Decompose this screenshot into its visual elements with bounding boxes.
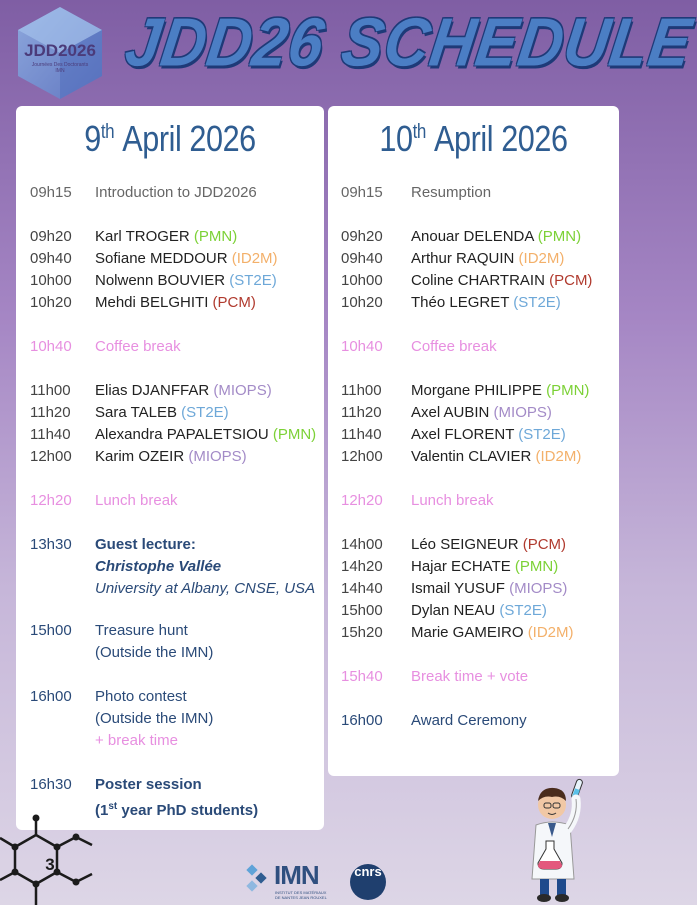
- speaker-name: Sofiane MEDDOUR: [95, 250, 228, 267]
- row-time: 10h40: [30, 338, 72, 355]
- row-speaker: [95, 270, 277, 292]
- speaker-name: Dylan NEAU: [411, 602, 496, 619]
- row-time: 15h00: [30, 622, 72, 639]
- team-badge: (PCM): [522, 536, 567, 553]
- team-badge: (ST2E): [513, 294, 561, 311]
- day1-panel: [16, 106, 324, 830]
- row-speaker: [411, 578, 567, 600]
- row-subtext: [95, 796, 258, 822]
- row-time: 11h00: [341, 382, 382, 399]
- row-time: 15h20: [341, 624, 383, 641]
- speaker-name: Arthur RAQUIN: [411, 250, 515, 267]
- jdd-logo: [16, 5, 104, 101]
- cnrs-logo: cnrs: [350, 864, 386, 900]
- row-text: Coffee break: [411, 338, 497, 355]
- team-badge: (ST2E): [499, 602, 547, 619]
- imn-sub-line2: DE NANTES JEAN ROUXEL: [275, 895, 327, 900]
- speaker-name: Morgane PHILIPPE: [411, 382, 542, 399]
- day1-title: [39, 118, 301, 160]
- row-time: 14h00: [341, 536, 383, 553]
- row-time: 11h40: [341, 426, 382, 443]
- day2-panel: [328, 106, 619, 776]
- day2-title: [350, 118, 597, 160]
- guest-lecturer-name: Christophe Vallée: [95, 558, 222, 575]
- scientist-illustration-icon: [518, 775, 618, 903]
- speaker-name: Axel FLORENT: [411, 426, 515, 443]
- row-time: 11h20: [341, 404, 382, 421]
- team-badge: (PMN): [514, 558, 559, 575]
- team-badge: (ID2M): [518, 250, 565, 267]
- row-speaker: [411, 600, 547, 622]
- row-time: 12h20: [341, 492, 383, 509]
- row-time: 10h40: [341, 338, 383, 355]
- footer-logos: [246, 860, 396, 904]
- poster-sub-sup: st: [108, 801, 118, 812]
- row-speaker: [411, 534, 566, 556]
- row-time: 12h20: [30, 492, 72, 509]
- row-subtext: (Outside the IMN): [95, 644, 214, 661]
- row-time: 11h20: [30, 404, 71, 421]
- team-badge: (MIOPS): [213, 382, 272, 399]
- row-time: 16h00: [341, 712, 383, 729]
- row-speaker: [411, 292, 561, 314]
- team-badge: (PMN): [272, 426, 317, 443]
- team-badge: (MIOPS): [188, 448, 247, 465]
- row-time: 14h20: [341, 558, 383, 575]
- speaker-name: Anouar DELENDA: [411, 228, 534, 245]
- row-text: Break time + vote: [411, 668, 529, 685]
- speaker-name: Léo SEIGNEUR: [411, 536, 519, 553]
- day2-title-num: 10: [379, 118, 413, 159]
- row-time: 10h00: [30, 272, 72, 289]
- row-text: Guest lecture:: [95, 536, 196, 553]
- row-speaker: [411, 270, 592, 292]
- row-speaker: [411, 446, 581, 468]
- speaker-name: Hajar ECHATE: [411, 558, 511, 575]
- row-speaker: [95, 248, 278, 270]
- row-time: 12h00: [30, 448, 72, 465]
- row-time: 11h00: [30, 382, 71, 399]
- imn-logo-subtext: [275, 890, 327, 900]
- speaker-name: Coline CHARTRAIN: [411, 272, 545, 289]
- row-time: 09h40: [30, 250, 72, 267]
- molecule-icon: [0, 810, 105, 905]
- speaker-name: Marie GAMEIRO: [411, 624, 524, 641]
- speaker-name: Karim OZEIR: [95, 448, 189, 465]
- row-time: 09h20: [341, 228, 383, 245]
- row-time: 09h15: [341, 184, 383, 201]
- row-speaker: [95, 402, 229, 424]
- row-time: 12h00: [341, 448, 383, 465]
- speaker-name: Axel AUBIN: [411, 404, 490, 421]
- row-text: Lunch break: [411, 492, 494, 509]
- team-badge: (ID2M): [231, 250, 278, 267]
- speaker-name: Nolwenn BOUVIER: [95, 272, 230, 289]
- speaker-name: Karl TROGER: [95, 228, 190, 245]
- row-text: Resumption: [411, 184, 492, 201]
- row-time: 15h40: [341, 668, 383, 685]
- row-time: 16h30: [30, 776, 72, 793]
- team-badge: (PMN): [546, 382, 590, 399]
- team-badge: (ID2M): [535, 448, 582, 465]
- row-time: 09h20: [30, 228, 72, 245]
- row-speaker: [411, 226, 581, 248]
- row-time: 09h15: [30, 184, 72, 201]
- badge-number: 3: [45, 855, 55, 874]
- day1-title-num: 9: [84, 118, 101, 159]
- speaker-name: Sara TALEB: [95, 404, 177, 421]
- logo-text: JDD2026: [24, 41, 96, 60]
- day2-title-sup: th: [412, 121, 426, 143]
- speaker-name: Théo LEGRET: [411, 294, 510, 311]
- speaker-name: Valentin CLAVIER: [411, 448, 532, 465]
- row-speaker: [95, 226, 237, 248]
- logo-subtext: Journées Des Doctorants IMN: [31, 62, 89, 74]
- speaker-name: Ismail YUSUF: [411, 580, 505, 597]
- row-text: Lunch break: [95, 492, 178, 509]
- day1-title-sup: th: [100, 121, 115, 143]
- row-subtext: (Outside the IMN): [95, 710, 214, 727]
- row-text: Photo contest: [95, 688, 187, 705]
- team-badge: (ST2E): [518, 426, 566, 443]
- guest-affiliation-text: University at Albany, CNSE, USA: [95, 580, 316, 597]
- row-speaker: [411, 622, 574, 644]
- row-time: 10h20: [30, 294, 72, 311]
- row-speaker: [95, 424, 316, 446]
- row-time: 16h00: [30, 688, 72, 705]
- team-badge: (ID2M): [527, 624, 574, 641]
- row-speaker: [411, 248, 564, 270]
- row-text: Poster session: [95, 776, 202, 793]
- row-text: Award Ceremony: [411, 712, 527, 729]
- day1-title-rest: April 2026: [122, 118, 256, 159]
- row-time: 10h00: [341, 272, 383, 289]
- row-speaker: [411, 556, 558, 578]
- row-time: 14h40: [341, 580, 383, 597]
- row-time: 09h40: [341, 250, 383, 267]
- team-badge: (PCM): [212, 294, 256, 311]
- speaker-name: Mehdi BELGHITI: [95, 294, 209, 311]
- poster-sub-a: (1: [95, 802, 109, 819]
- imn-logo-text: IMN: [274, 860, 319, 890]
- row-speaker: [95, 446, 247, 468]
- team-badge: (ST2E): [229, 272, 277, 289]
- row-time: 13h30: [30, 536, 72, 553]
- team-badge: (PMN): [193, 228, 238, 245]
- speaker-name: Alexandra PAPALETSIOU: [95, 426, 269, 443]
- team-badge: (PMN): [537, 228, 582, 245]
- row-speaker: [411, 402, 552, 424]
- poster-sub-b: year PhD students): [117, 802, 259, 819]
- team-badge: (ST2E): [181, 404, 229, 421]
- row-text: Treasure hunt: [95, 622, 188, 639]
- day2-title-rest: April 2026: [434, 118, 568, 159]
- team-badge: (MIOPS): [493, 404, 552, 421]
- row-time: 11h40: [30, 426, 71, 443]
- row-speaker: [95, 292, 256, 314]
- row-speaker: [411, 380, 589, 402]
- imn-sub-line1: INSTITUT DES MATÉRIAUX: [275, 890, 327, 895]
- row-speaker: [95, 380, 272, 402]
- team-badge: (PCM): [549, 272, 593, 289]
- speaker-name: Elias DJANFFAR: [95, 382, 210, 399]
- imn-cubes-icon: [246, 864, 272, 896]
- row-time: 15h00: [341, 602, 383, 619]
- team-badge: (MIOPS): [509, 580, 568, 597]
- row-time: 10h20: [341, 294, 383, 311]
- row-text: Introduction to JDD2026: [95, 184, 257, 201]
- row-speaker: [411, 424, 566, 446]
- row-subtext: + break time: [95, 732, 178, 749]
- page-title: JDD26 SCHEDULE: [120, 4, 697, 81]
- row-text: Coffee break: [95, 338, 181, 355]
